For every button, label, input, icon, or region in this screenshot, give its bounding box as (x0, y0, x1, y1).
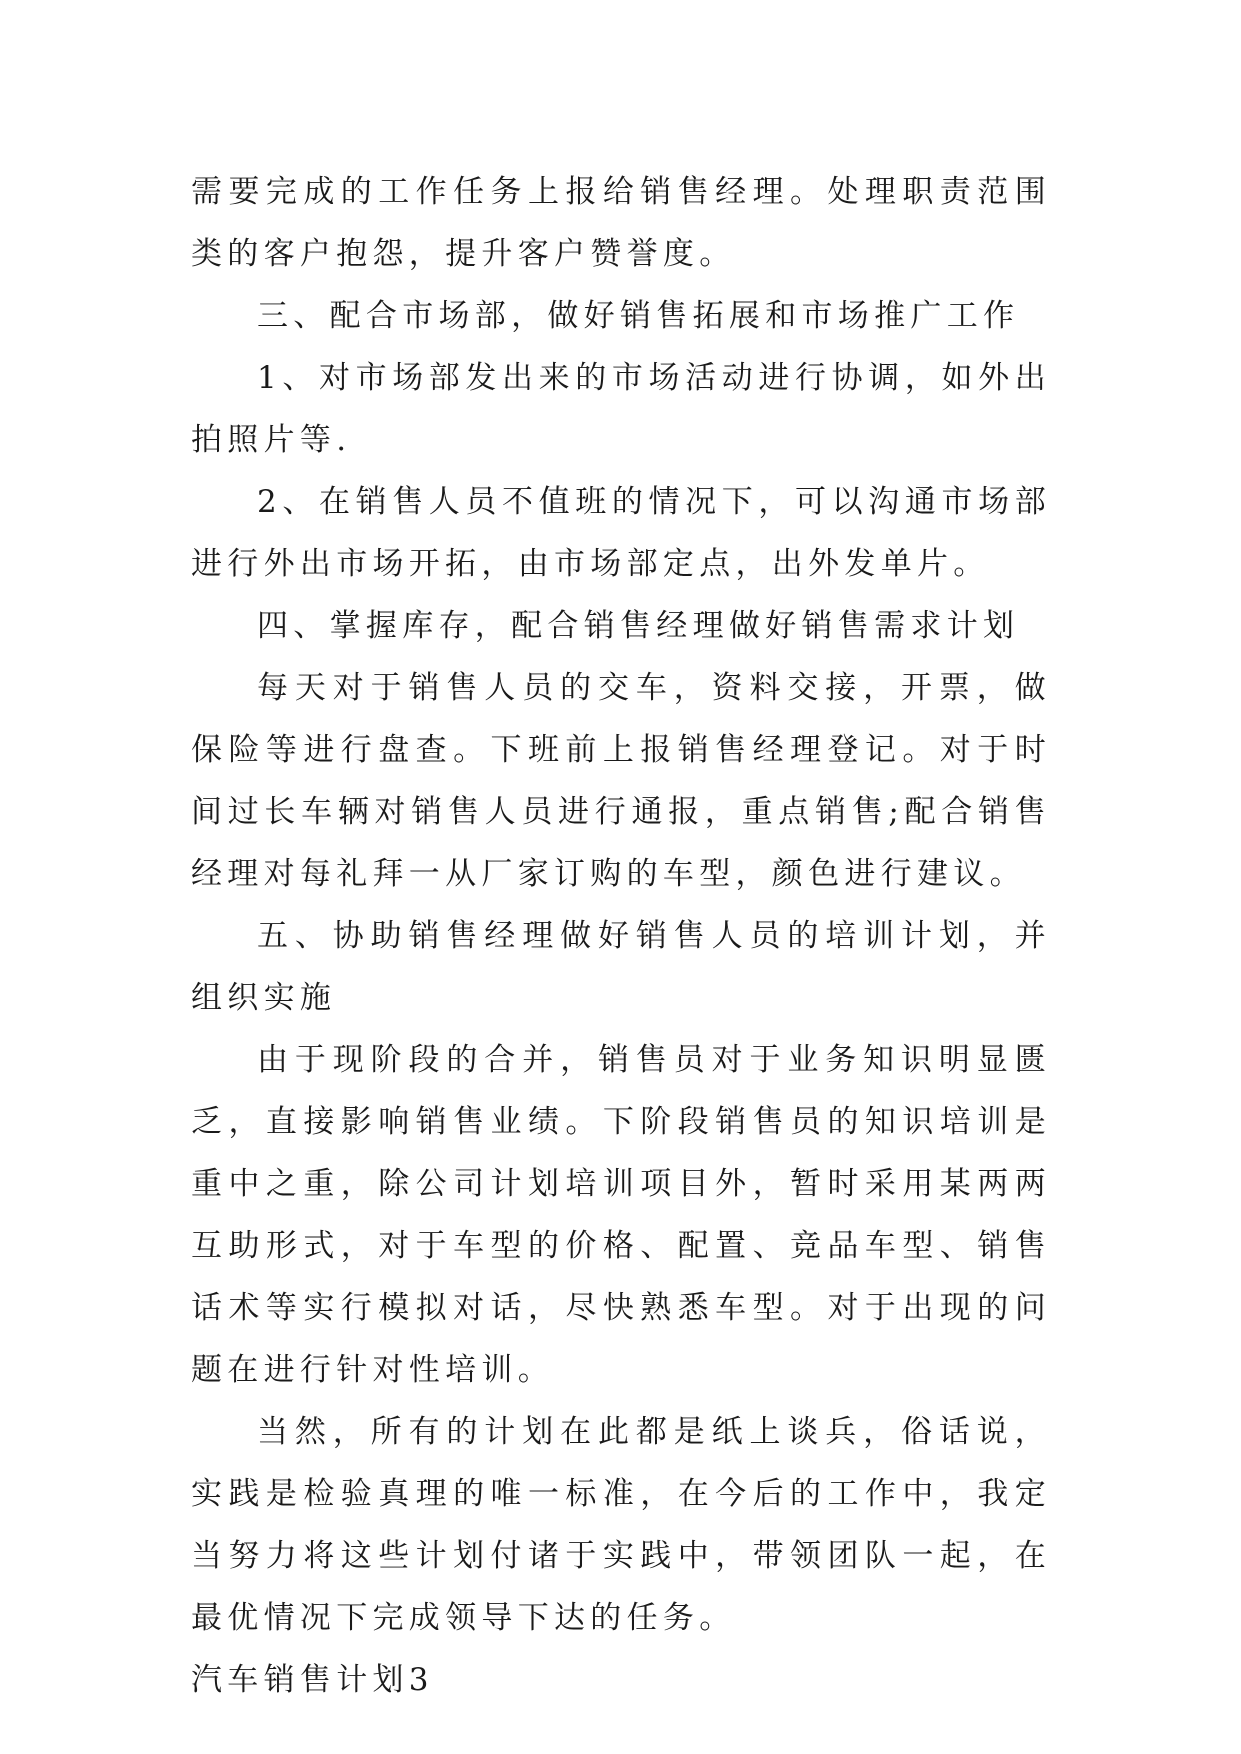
paragraph-conclusion: 当然，所有的计划在此都是纸上谈兵，俗话说，实践是检验真理的唯一标准，在今后的工作中，我定当努力将这些计划付诸于实践中，带领团队一起，在最优情况下完成领导下达的任务。 (191, 1414, 1051, 1636)
paragraph-heading-4: 四、掌握库存，配合销售经理做好销售需求计划 (257, 608, 1020, 644)
paragraph-item-1: 1、对市场部发出来的市场活动进行协调，如外出拍照片等. (191, 360, 1051, 458)
paragraph-training: 由于现阶段的合并，销售员对于业务知识明显匮乏，直接影响销售业绩。下阶段销售员的知识培训是重中之重，除公司计划培训项目外，暂时采用某两两互助形式，对于车型的价格、配置、竞品车型、销售话术等实行模拟对话，尽快熟悉车型。对于出现的问题在进行针对性培训。 (191, 1042, 1051, 1388)
document-body (191, 161, 1051, 1711)
paragraph-heading-5: 五、协助销售经理做好销售人员的培训计划，并组织实施 (191, 918, 1051, 1016)
paragraph-inventory: 每天对于销售人员的交车，资料交接，开票，做保险等进行盘查。下班前上报销售经理登记。对于时间过长车辆对销售人员进行通报，重点销售;配合销售经理对每礼拜一从厂家订购的车型，颜色进行建议。 (191, 670, 1051, 892)
paragraph-1: 需要完成的工作任务上报给销售经理。处理职责范围类的客户抱怨，提升客户赞誉度。 (191, 174, 1051, 272)
paragraph-heading-3: 三、配合市场部，做好销售拓展和市场推广工作 (257, 298, 1020, 334)
paragraph-item-2: 2、在销售人员不值班的情况下，可以沟通市场部进行外出市场开拓，由市场部定点，出外发单片。 (191, 484, 1051, 582)
section-heading: 汽车销售计划3 (191, 1662, 434, 1698)
